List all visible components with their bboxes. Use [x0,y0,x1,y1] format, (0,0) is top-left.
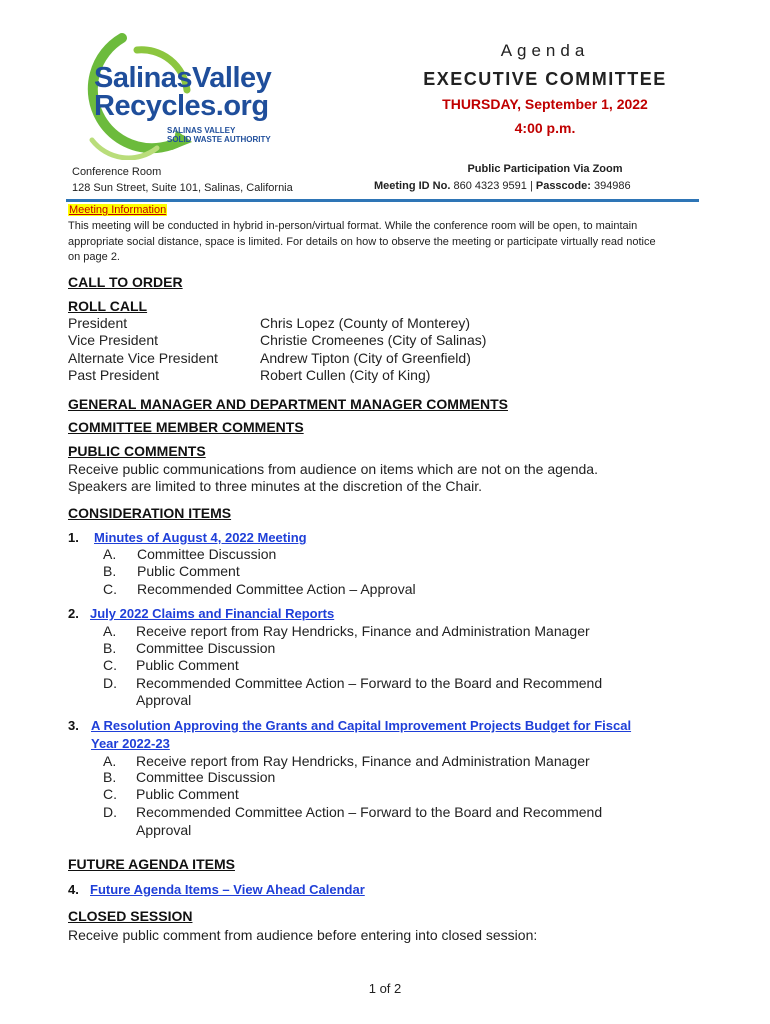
item-number: 2. [68,606,79,621]
item-3-link-continued[interactable]: Year 2022-23 [91,736,170,751]
sub-text: Recommended Committee Action – Forward to the Board and Recommend [136,675,603,691]
sub-text: Committee Discussion [137,546,277,562]
meeting-info-line-2: appropriate social distance, space is limited. For details on how to observe the meeting or participate virtually read notice [68,236,656,248]
consideration-heading: CONSIDERATION ITEMS [68,505,232,521]
meeting-info-label[interactable]: Meeting Information [69,204,167,216]
item-number: 1. [68,530,79,545]
sub-letter: D. [103,804,117,820]
item-2-link[interactable]: July 2022 Claims and Financial Reports [90,606,335,621]
sub-letter: A. [103,753,117,769]
roll-call-role: Alternate Vice President [68,350,218,366]
sub-text: Public Comment [136,657,239,673]
sub-letter: A. [103,546,117,562]
page-number: 1 of 2 [368,981,402,996]
roll-call-name: Robert Cullen (City of King) [260,367,431,383]
roll-call-role: Vice President [68,332,159,348]
passcode: 394986 [593,180,631,192]
logo-line-1: SalinasValley [94,62,272,94]
sub-letter: C. [103,581,117,597]
future-agenda-heading: FUTURE AGENDA ITEMS [68,856,235,872]
public-comments-line-2: Speakers are limited to three minutes at the discretion of the Chair. [68,478,482,494]
sub-letter: B. [103,640,117,656]
item-number: 4. [68,882,79,897]
sub-letter: A. [103,623,117,639]
roll-call-role: Past President [68,367,160,383]
meeting-id-label: Meeting ID No. [374,180,451,192]
location-room: Conference Room [72,166,162,178]
location-address: 128 Sun Street, Suite 101, Salinas, California [72,182,293,194]
zoom-details [374,180,631,192]
sub-text: Committee Discussion [136,640,276,656]
public-comments-line-1: Receive public communications from audience on items which are not on the agenda. [68,461,598,477]
zoom-sep: | [529,180,533,192]
gm-comments-heading: GENERAL MANAGER AND DEPARTMENT MANAGER COMMENTS [68,396,508,412]
committee-comments-heading: COMMITTEE MEMBER COMMENTS [68,419,304,435]
public-comments-heading: PUBLIC COMMENTS [68,443,206,459]
roll-call-name: Chris Lopez (County of Monterey) [260,315,471,331]
meeting-date: THURSDAY, September 1, 2022 [442,96,648,112]
sub-text: Public Comment [137,563,240,579]
header-divider [66,199,699,202]
item-number: 3. [68,718,79,733]
sub-text-continued: Approval [136,692,192,708]
sub-text: Committee Discussion [136,769,276,785]
sub-text: Recommended Committee Action – Approval [137,581,416,597]
roll-call-role: President [68,315,128,331]
sub-text: Receive report from Ray Hendricks, Finance and Administration Manager [136,623,590,639]
future-agenda-link[interactable]: Future Agenda Items – View Ahead Calendar [90,882,365,897]
committee-title: EXECUTIVE COMMITTEE [423,69,667,89]
meeting-id: 860 4323 9591 [453,180,527,192]
roll-call-name: Christie Cromeenes (City of Salinas) [260,332,487,348]
zoom-title: Public Participation Via Zoom [467,163,623,175]
sub-text-continued: Approval [136,822,192,838]
logo-sub-1: SALINAS VALLEY [167,126,236,135]
logo [52,30,292,160]
logo-line-2: Recycles.org [94,90,269,122]
roll-call-heading: ROLL CALL [68,298,148,314]
logo-sub-2: SOLID WASTE AUTHORITY [167,135,271,144]
item-3-link[interactable]: A Resolution Approving the Grants and Capital Improvement Projects Budget for Fiscal [91,718,632,733]
sub-text: Recommended Committee Action – Forward to the Board and Recommend [136,804,603,820]
passcode-label: Passcode: [535,180,591,192]
agenda-title: Agenda [500,41,590,60]
call-to-order-heading: CALL TO ORDER [68,274,183,290]
sub-text: Public Comment [136,786,239,802]
sub-letter: B. [103,769,117,785]
closed-session-text: Receive public comment from audience before entering into closed session: [68,927,538,943]
sub-letter: D. [103,675,117,691]
roll-call-name: Andrew Tipton (City of Greenfield) [260,350,471,366]
meeting-info-line-1: This meeting will be conducted in hybrid in-person/virtual format. While the conference room will be open, to maintain [68,220,638,232]
item-1-link[interactable]: Minutes of August 4, 2022 Meeting [94,530,307,545]
sub-letter: C. [103,786,117,802]
closed-session-heading: CLOSED SESSION [68,908,193,924]
meeting-time: 4:00 p.m. [514,120,576,136]
sub-letter: C. [103,657,117,673]
sub-text: Receive report from Ray Hendricks, Finance and Administration Manager [136,753,590,769]
sub-letter: B. [103,563,117,579]
meeting-info-line-3: on page 2. [68,251,120,263]
